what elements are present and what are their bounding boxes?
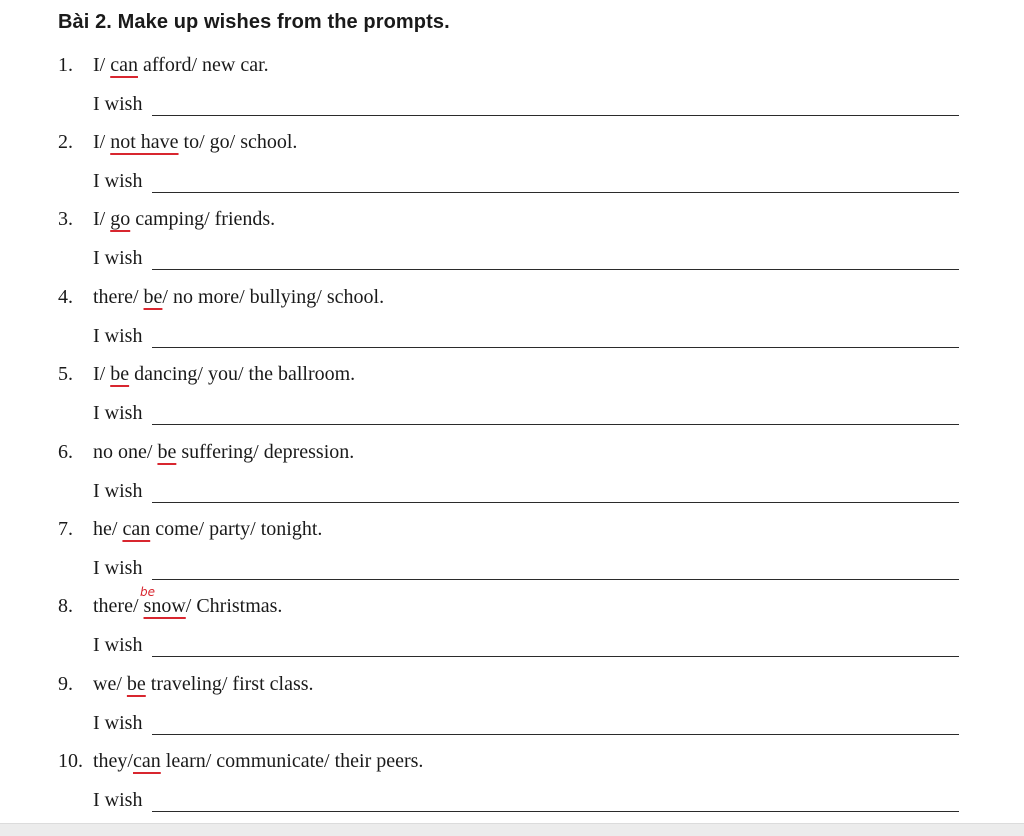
item-number: 7. bbox=[58, 518, 73, 540]
item-prompt bbox=[93, 673, 314, 696]
prompt-text: I/ bbox=[93, 54, 111, 76]
exercise-item bbox=[0, 750, 1024, 828]
prompt-text: we/ bbox=[93, 673, 127, 695]
answer-line[interactable] bbox=[152, 347, 959, 348]
prompt-text: / no more/ bullying/ school. bbox=[162, 286, 385, 308]
exercise-item bbox=[0, 131, 1024, 209]
prompt-text: come/ party/ tonight. bbox=[150, 518, 323, 540]
item-number: 1. bbox=[58, 54, 73, 76]
prompt-text: they/ bbox=[93, 750, 133, 772]
item-number: 8. bbox=[58, 595, 73, 617]
item-number: 2. bbox=[58, 131, 73, 153]
handwritten-note: be bbox=[140, 585, 155, 599]
exercise-item bbox=[0, 441, 1024, 519]
answer-line[interactable] bbox=[152, 502, 959, 503]
prompt-text: camping/ friends. bbox=[130, 208, 276, 230]
item-prompt bbox=[93, 131, 297, 154]
prompt-text: I/ bbox=[93, 363, 111, 385]
prompt-text: traveling/ first class. bbox=[145, 673, 314, 695]
item-prompt bbox=[93, 54, 269, 77]
answer-line[interactable] bbox=[152, 192, 959, 193]
item-number: 10. bbox=[58, 750, 83, 772]
item-prompt bbox=[93, 441, 354, 464]
prompt-text: afford/ new car. bbox=[137, 54, 269, 76]
wish-label: I wish bbox=[93, 93, 143, 115]
answer-line[interactable] bbox=[152, 656, 959, 657]
wish-label: I wish bbox=[93, 557, 143, 579]
item-number: 3. bbox=[58, 208, 73, 230]
item-prompt bbox=[93, 286, 384, 309]
prompt-marked-word: be bbox=[143, 286, 163, 308]
answer-line[interactable] bbox=[152, 424, 959, 425]
wish-label: I wish bbox=[93, 170, 143, 192]
prompt-marked-word: be bbox=[110, 363, 130, 385]
prompt-text: learn/ communicate/ their peers. bbox=[160, 750, 424, 772]
item-number: 6. bbox=[58, 441, 73, 463]
wish-label: I wish bbox=[93, 712, 143, 734]
item-prompt bbox=[93, 595, 282, 618]
prompt-marked-word: not have bbox=[110, 131, 179, 153]
bottom-scroll-bar[interactable] bbox=[0, 823, 1024, 836]
answer-line[interactable] bbox=[152, 115, 959, 116]
exercise-item bbox=[0, 673, 1024, 751]
prompt-text: to/ go/ school. bbox=[178, 131, 298, 153]
answer-line[interactable] bbox=[152, 269, 959, 270]
prompt-marked-word: go bbox=[110, 208, 131, 230]
prompt-marked-word: can bbox=[133, 750, 161, 772]
prompt-text: I/ bbox=[93, 131, 111, 153]
wish-label: I wish bbox=[93, 634, 143, 656]
prompt-marked-word: snow bbox=[143, 595, 186, 617]
answer-line[interactable] bbox=[152, 579, 959, 580]
wish-label: I wish bbox=[93, 480, 143, 502]
exercise-item bbox=[0, 286, 1024, 364]
prompt-text: / Christmas. bbox=[185, 595, 283, 617]
answer-line[interactable] bbox=[152, 811, 959, 812]
item-prompt bbox=[93, 363, 355, 386]
item-prompt bbox=[93, 750, 423, 773]
prompt-marked-word: be bbox=[157, 441, 177, 463]
prompt-text: dancing/ you/ the ballroom. bbox=[129, 363, 356, 385]
prompt-text: I/ bbox=[93, 208, 111, 230]
prompt-text: there/ bbox=[93, 595, 144, 617]
exercise-item bbox=[0, 208, 1024, 286]
item-number: 4. bbox=[58, 286, 73, 308]
exercise-title: Bài 2. Make up wishes from the prompts. bbox=[58, 11, 450, 33]
item-prompt bbox=[93, 208, 275, 231]
exercise-item bbox=[0, 363, 1024, 441]
wish-label: I wish bbox=[93, 402, 143, 424]
item-prompt bbox=[93, 518, 322, 541]
prompt-text: no one/ bbox=[93, 441, 158, 463]
answer-line[interactable] bbox=[152, 734, 959, 735]
item-number: 5. bbox=[58, 363, 73, 385]
wish-label: I wish bbox=[93, 325, 143, 347]
exercise-item bbox=[0, 585, 1024, 673]
wish-label: I wish bbox=[93, 789, 143, 811]
prompt-text: he/ bbox=[93, 518, 123, 540]
prompt-marked-word: can bbox=[110, 54, 138, 76]
wish-label: I wish bbox=[93, 247, 143, 269]
item-number: 9. bbox=[58, 673, 73, 695]
prompt-text: there/ bbox=[93, 286, 144, 308]
prompt-marked-word: can bbox=[122, 518, 151, 540]
prompt-text: suffering/ depression. bbox=[176, 441, 355, 463]
exercise-item bbox=[0, 54, 1024, 132]
prompt-marked-word: be bbox=[126, 673, 146, 695]
